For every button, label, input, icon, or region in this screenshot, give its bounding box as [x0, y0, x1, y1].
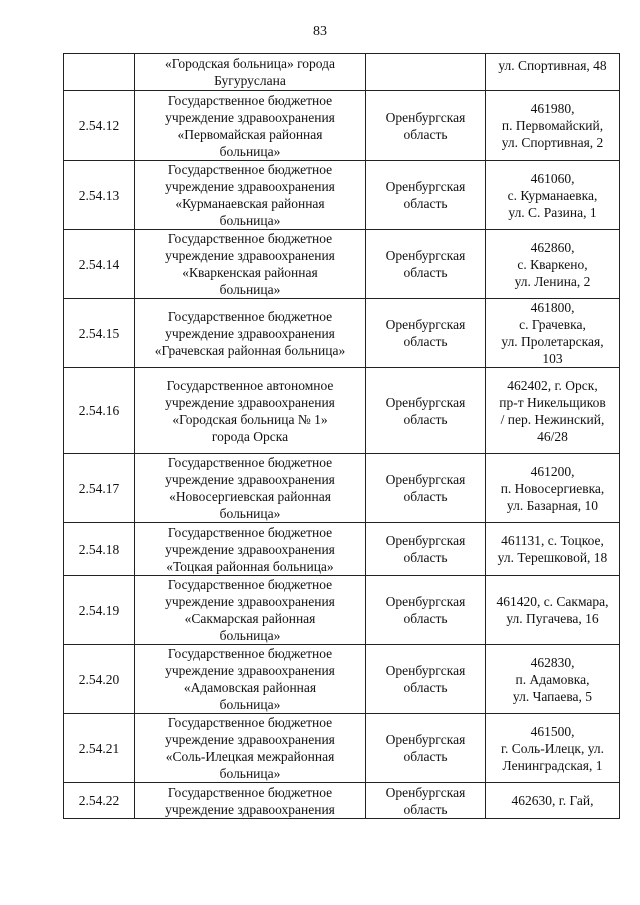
region-line: область	[403, 334, 448, 349]
address-line: п. Новосергиевка,	[500, 480, 605, 496]
region-line: Оренбургская	[385, 784, 466, 800]
row-number-cell: 2.54.20	[64, 645, 135, 714]
institution-name-cell	[135, 714, 366, 783]
region-line: Оренбургская	[385, 732, 466, 747]
table-row	[64, 783, 620, 819]
name-line: Государственное бюджетное	[167, 784, 333, 800]
address-line: / пер. Нежинский,	[500, 411, 605, 427]
name-line: «Курманаевская районная	[175, 196, 325, 211]
region-line: Оренбургская	[385, 394, 466, 410]
institution-name-cell	[135, 368, 366, 454]
address-line: ул. Базарная, 10	[506, 497, 599, 513]
institution-name-cell	[135, 576, 366, 645]
institution-name-cell	[135, 783, 366, 819]
address-line: ул. Чапаева, 5	[512, 688, 593, 704]
address-cell	[486, 54, 620, 91]
name-line: города Орска	[211, 428, 289, 444]
address-cell	[486, 91, 620, 161]
name-line: больница»	[219, 143, 281, 159]
address-cell	[486, 783, 620, 819]
region-line: Оренбургская	[385, 663, 466, 678]
address-line: 462402, г. Орск,	[507, 377, 598, 393]
row-number-cell: 2.54.15	[64, 299, 135, 368]
address-cell	[486, 368, 620, 454]
address-line: п. Адамовка,	[515, 671, 590, 687]
region-line: область	[403, 265, 448, 280]
region-cell	[366, 299, 486, 368]
name-line: Государственное бюджетное	[167, 162, 333, 177]
name-line: Государственное бюджетное	[167, 524, 333, 540]
address-line: г. Соль-Илецк, ул.	[500, 740, 604, 756]
name-line: больница»	[219, 697, 281, 712]
region-cell	[366, 714, 486, 783]
name-line: Государственное бюджетное	[167, 715, 333, 730]
region-line: Оренбургская	[385, 317, 466, 332]
name-line: учреждение здравоохранения	[165, 732, 335, 747]
region-line: Оренбургская	[385, 472, 466, 487]
name-line: учреждение здравоохранения	[165, 541, 335, 557]
address-cell	[486, 523, 620, 576]
region-cell	[366, 523, 486, 576]
address-line: 461131, с. Тоцкое,	[501, 533, 604, 548]
region-line: область	[403, 611, 448, 626]
address-cell	[486, 645, 620, 714]
name-line: Государственное бюджетное	[167, 646, 333, 661]
row-number-cell: 2.54.19	[64, 576, 135, 645]
address-line: 461980,	[530, 101, 575, 116]
address-cell	[486, 454, 620, 523]
address-line: 462830,	[530, 654, 575, 670]
institution-name-cell	[135, 299, 366, 368]
region-cell	[366, 91, 486, 161]
region-line: область	[403, 801, 448, 817]
name-line: учреждение здравоохранения	[165, 248, 335, 263]
address-cell	[486, 161, 620, 230]
address-line: 461500,	[530, 723, 575, 739]
row-number-cell: 2.54.12	[64, 91, 135, 161]
address-line: с. Курманаевка,	[507, 187, 598, 203]
region-cell	[366, 783, 486, 819]
name-line: «Сакмарская районная	[184, 611, 316, 626]
page-number: 83	[313, 24, 327, 39]
name-line: «Адамовская районная	[183, 680, 317, 695]
table-row	[64, 299, 620, 368]
address-line: с. Грачевка,	[519, 317, 586, 332]
name-line: больница»	[219, 628, 281, 643]
region-cell	[366, 230, 486, 299]
address-line: ул. Терешковой, 18	[497, 550, 608, 565]
name-line: «Новосергиевская районная	[169, 489, 331, 504]
region-cell	[366, 576, 486, 645]
region-line: область	[403, 126, 448, 142]
institution-name-cell	[135, 161, 366, 230]
name-line: «Кваркенская районная	[182, 265, 318, 280]
institution-name-cell	[135, 91, 366, 161]
table-row	[64, 714, 620, 783]
address-line: 461060,	[530, 170, 575, 186]
region-line: область	[403, 411, 448, 427]
table-row	[64, 454, 620, 523]
row-number-cell: 2.54.21	[64, 714, 135, 783]
name-line: «Городская больница» города	[164, 56, 336, 71]
address-line: 461800,	[530, 300, 575, 315]
address-line: ул. Ленина, 2	[514, 273, 591, 289]
region-line: Оренбургская	[385, 179, 466, 194]
name-line: учреждение здравоохранения	[165, 801, 335, 817]
name-line: больница»	[219, 766, 281, 781]
address-line: 461200,	[530, 463, 575, 479]
address-cell	[486, 230, 620, 299]
name-line: Государственное бюджетное	[167, 577, 333, 592]
name-line: Бугуруслана	[214, 73, 286, 88]
name-line: больница»	[219, 213, 281, 228]
name-line: больница»	[219, 506, 281, 521]
table-row	[64, 230, 620, 299]
region-line: область	[403, 680, 448, 695]
address-cell	[486, 299, 620, 368]
name-line: «Тоцкая районная больница»	[166, 558, 334, 574]
hospital-registry-table	[63, 53, 620, 819]
row-number-cell: 2.54.14	[64, 230, 135, 299]
region-cell	[366, 54, 486, 91]
table-row	[64, 161, 620, 230]
name-line: Государственное автономное	[166, 377, 334, 393]
name-line: больница»	[219, 282, 281, 297]
region-cell	[366, 161, 486, 230]
name-line: учреждение здравоохранения	[165, 394, 335, 410]
name-line: учреждение здравоохранения	[165, 179, 335, 194]
address-cell	[486, 714, 620, 783]
row-number-cell: 2.54.13	[64, 161, 135, 230]
name-line: учреждение здравоохранения	[165, 663, 335, 678]
address-line: 103	[542, 351, 563, 366]
name-line: Государственное бюджетное	[167, 455, 333, 470]
institution-name-cell	[135, 54, 366, 91]
region-line: область	[403, 749, 448, 764]
row-number-cell: 2.54.17	[64, 454, 135, 523]
address-line: пр-т Никельщиков	[499, 394, 606, 410]
institution-name-cell	[135, 645, 366, 714]
region-line: область	[403, 489, 448, 504]
region-line: Оренбургская	[385, 109, 466, 125]
address-line: п. Первомайский,	[501, 118, 604, 133]
name-line: Государственное бюджетное	[167, 231, 333, 246]
name-line: Государственное бюджетное	[167, 308, 333, 324]
name-line: учреждение здравоохранения	[165, 594, 335, 609]
name-line: «Грачевская районная больница»	[154, 342, 346, 358]
table-row	[64, 576, 620, 645]
name-line: «Городская больница № 1»	[172, 411, 328, 427]
table-row-continuation	[64, 54, 620, 91]
name-line: «Соль-Илецкая межрайонная	[165, 749, 335, 764]
address-line: ул. С. Разина, 1	[508, 204, 597, 220]
table-row	[64, 523, 620, 576]
institution-name-cell	[135, 523, 366, 576]
region-cell	[366, 368, 486, 454]
row-number-cell: 2.54.18	[64, 523, 135, 576]
address-line: 462630, г. Гай,	[511, 793, 594, 808]
address-line: 46/28	[537, 428, 568, 444]
region-line: область	[403, 550, 448, 565]
address-line: 461420, с. Сакмара,	[496, 594, 609, 609]
row-number-cell: 2.54.16	[64, 368, 135, 454]
table-row	[64, 91, 620, 161]
region-line: Оренбургская	[385, 533, 466, 548]
table-row	[64, 368, 620, 454]
address-line: 462860,	[530, 239, 575, 255]
institution-name-cell	[135, 454, 366, 523]
name-line: «Первомайская районная	[177, 126, 323, 142]
table-body	[64, 54, 620, 819]
region-line: Оренбургская	[385, 594, 466, 609]
name-line: учреждение здравоохранения	[165, 472, 335, 487]
region-line: Оренбургская	[385, 248, 466, 263]
name-line: Государственное бюджетное	[167, 92, 333, 108]
region-cell	[366, 645, 486, 714]
address-line: ул. Пролетарская,	[501, 334, 604, 349]
address-line: Ленинградская, 1	[502, 757, 603, 773]
region-line: область	[403, 196, 448, 211]
row-number-cell: 2.54.22	[64, 783, 135, 819]
address-line: ул. Спортивная, 2	[501, 135, 604, 150]
row-number-cell	[64, 54, 135, 91]
region-cell	[366, 454, 486, 523]
address-line: с. Кваркено,	[517, 256, 588, 272]
institution-name-cell	[135, 230, 366, 299]
address-cell	[486, 576, 620, 645]
address-line: ул. Спортивная, 48	[498, 58, 607, 73]
table-row	[64, 645, 620, 714]
name-line: учреждение здравоохранения	[165, 325, 335, 341]
name-line: учреждение здравоохранения	[165, 109, 335, 125]
address-line: ул. Пугачева, 16	[506, 611, 599, 626]
